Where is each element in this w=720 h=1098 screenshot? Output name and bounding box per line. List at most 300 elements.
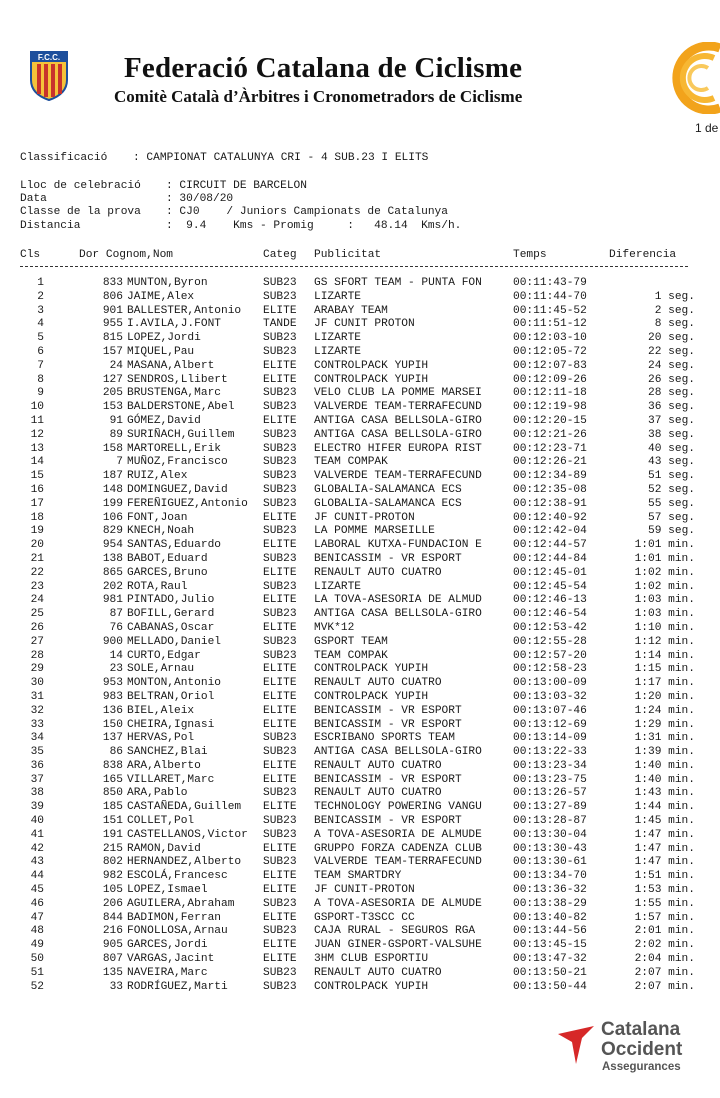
cell-name: BALDERSTONE,Abel — [127, 401, 235, 414]
cell-categ: SUB23 — [263, 980, 297, 993]
cell-cls: 44 — [30, 870, 44, 883]
cell-categ: SUB23 — [263, 897, 297, 910]
cell-temps: 00:12:40-92 — [513, 511, 587, 524]
cell-cls: 43 — [30, 856, 44, 869]
cell-categ: ELITE — [263, 594, 297, 607]
cell-name: BOFILL,Gerard — [127, 608, 215, 621]
cell-categ: SUB23 — [263, 497, 297, 510]
cell-dor: 14 — [109, 649, 123, 662]
cell-dor: 24 — [109, 359, 123, 372]
cell-dor: 955 — [102, 318, 123, 331]
cell-dor: 7 — [116, 456, 123, 469]
cell-dor: 136 — [102, 704, 123, 717]
table-row — [20, 360, 700, 374]
cell-categ: ELITE — [263, 373, 297, 386]
cell-diferencia: 1:31 min. — [634, 732, 695, 745]
cell-cls: 6 — [37, 345, 44, 358]
cell-cls: 20 — [30, 539, 44, 552]
cell-cls: 27 — [30, 635, 44, 648]
cell-diferencia: 1:40 min. — [634, 773, 695, 786]
cell-name: MUNTON,Byron — [127, 277, 208, 289]
cell-cls: 21 — [30, 552, 44, 565]
cell-categ: TANDE — [263, 318, 297, 331]
cell-temps: 00:12:05-72 — [513, 345, 587, 358]
cell-categ: SUB23 — [263, 552, 297, 565]
cell-publicitat: JF CUNIT-PROTON — [314, 511, 415, 524]
cell-cls: 42 — [30, 842, 44, 855]
table-row — [20, 870, 700, 884]
cell-diferencia: 1:14 min. — [634, 649, 695, 662]
cell-diferencia: 1:12 min. — [634, 635, 695, 648]
cell-publicitat: A TOVA-ASESORIA DE ALMUDE — [314, 828, 482, 841]
cell-name: SOLE,Arnau — [127, 663, 195, 676]
cell-dor: 138 — [102, 552, 123, 565]
results-table — [20, 277, 700, 994]
classification-value: : CAMPIONAT CATALUNYA CRI - 4 SUB.23 I ELITS — [133, 152, 429, 164]
cell-temps: 00:12:45-54 — [513, 580, 587, 593]
cell-diferencia: 1:47 min. — [634, 856, 695, 869]
cell-categ: ELITE — [263, 911, 297, 924]
cell-name: DOMINGUEZ,David — [127, 483, 228, 496]
cell-publicitat: ESCRIBANO SPORTS TEAM — [314, 732, 455, 745]
cell-name: ARA,Pablo — [127, 787, 188, 800]
cell-temps: 00:13:50-21 — [513, 966, 587, 979]
cell-publicitat: LA TOVA-ASESORIA DE ALMUD — [314, 594, 482, 607]
cell-categ: SUB23 — [263, 332, 297, 345]
cell-name: AGUILERA,Abraham — [127, 897, 235, 910]
cell-temps: 00:13:36-32 — [513, 884, 587, 897]
cell-temps: 00:12:45-01 — [513, 566, 587, 579]
orange-swirl-logo — [652, 42, 720, 114]
cell-name: MELLADO,Daniel — [127, 635, 221, 648]
cell-temps: 00:12:58-23 — [513, 663, 587, 676]
cell-categ: SUB23 — [263, 815, 297, 828]
cell-categ: SUB23 — [263, 635, 297, 648]
cell-categ: ELITE — [263, 704, 297, 717]
cell-categ: SUB23 — [263, 428, 297, 441]
cell-temps: 00:12:19-98 — [513, 401, 587, 414]
cell-name: KNECH,Noah — [127, 525, 195, 538]
cell-name: FONOLLOSA,Arnau — [127, 925, 228, 938]
cell-cls: 52 — [30, 980, 44, 993]
table-row — [20, 829, 700, 843]
cell-diferencia: 1:51 min. — [634, 870, 695, 883]
cell-dor: 807 — [102, 953, 123, 966]
table-row — [20, 525, 700, 539]
cell-temps: 00:11:43-79 — [513, 277, 587, 289]
cell-cls: 38 — [30, 787, 44, 800]
cell-diferencia: 43 seg. — [648, 456, 695, 469]
cell-diferencia: 24 seg. — [648, 359, 695, 372]
cell-temps: 00:13:00-09 — [513, 677, 587, 690]
cell-name: COLLET,Pol — [127, 815, 195, 828]
table-row — [20, 760, 700, 774]
committee-subtitle: Comitè Català d’Àrbitres i Cronometradors de Ciclisme — [114, 87, 523, 106]
sponsor-line-1: Catalana — [601, 1019, 681, 1040]
cell-dor: 87 — [109, 608, 123, 621]
cell-cls: 32 — [30, 704, 44, 717]
cell-publicitat: GSPORT TEAM — [314, 635, 388, 648]
table-row — [20, 277, 700, 291]
cell-dor: 199 — [102, 497, 123, 510]
cell-temps: 00:13:23-34 — [513, 759, 587, 772]
cell-cls: 37 — [30, 773, 44, 786]
cell-name: MARTORELL,Erik — [127, 442, 221, 455]
class-value: : CJ0 / Juniors Campionats de Catalunya — [166, 206, 448, 218]
cell-categ: SUB23 — [263, 401, 297, 414]
cell-diferencia: 1:10 min. — [634, 621, 695, 634]
cell-categ: SUB23 — [263, 442, 297, 455]
cell-diferencia: 2:07 min. — [634, 966, 695, 979]
header-publicitat: Publicitat — [314, 249, 382, 261]
date-label: Data — [20, 193, 47, 205]
cell-categ: ELITE — [263, 870, 297, 883]
table-row — [20, 498, 700, 512]
cell-publicitat: GLOBALIA-SALAMANCA ECS — [314, 497, 462, 510]
cell-name: MUÑOZ,Francisco — [127, 456, 228, 469]
cell-dor: 105 — [102, 884, 123, 897]
cell-cls: 29 — [30, 663, 44, 676]
cell-dor: 148 — [102, 483, 123, 496]
cell-dor: 127 — [102, 373, 123, 386]
cell-publicitat: ANTIGA CASA BELLSOLA-GIRO — [314, 746, 482, 759]
cell-dor: 191 — [102, 828, 123, 841]
cell-dor: 844 — [102, 911, 123, 924]
cell-publicitat: TEAM COMPAK — [314, 456, 388, 469]
cell-publicitat: CAJA RURAL - SEGUROS RGA — [314, 925, 476, 938]
cell-name: BELTRAN,Oriol — [127, 690, 215, 703]
cell-name: BRUSTENGA,Marc — [127, 387, 221, 400]
cell-temps: 00:13:23-75 — [513, 773, 587, 786]
cell-cls: 31 — [30, 690, 44, 703]
cell-publicitat: TEAM COMPAK — [314, 649, 388, 662]
table-row — [20, 705, 700, 719]
cell-diferencia: 1:15 min. — [634, 663, 695, 676]
cell-name: SENDROS,Llibert — [127, 373, 228, 386]
cell-dor: 86 — [109, 746, 123, 759]
class-line — [20, 206, 448, 220]
cell-name: GÓMEZ,David — [127, 414, 201, 427]
table-row — [20, 815, 700, 829]
cell-publicitat: ANTIGA CASA BELLSOLA-GIRO — [314, 414, 482, 427]
cell-cls: 9 — [37, 387, 44, 400]
cell-diferencia: 1:17 min. — [634, 677, 695, 690]
cell-cls: 30 — [30, 677, 44, 690]
cell-dor: 185 — [102, 801, 123, 814]
cell-temps: 00:13:03-32 — [513, 690, 587, 703]
table-row — [20, 925, 700, 939]
cell-publicitat: MVK*12 — [314, 621, 355, 634]
header-diferencia: Diferencia — [609, 249, 677, 261]
cell-publicitat: BENICASSIM - VR ESPORT — [314, 718, 462, 731]
cell-publicitat: GLOBALIA-SALAMANCA ECS — [314, 483, 462, 496]
cell-name: LOPEZ,Ismael — [127, 884, 208, 897]
cell-categ: SUB23 — [263, 649, 297, 662]
cell-temps: 00:12:46-13 — [513, 594, 587, 607]
cell-publicitat: RENAULT AUTO CUATRO — [314, 677, 442, 690]
cell-diferencia: 1:55 min. — [634, 897, 695, 910]
cell-diferencia: 40 seg. — [648, 442, 695, 455]
cell-temps: 00:13:47-32 — [513, 953, 587, 966]
cell-cls: 23 — [30, 580, 44, 593]
cell-temps: 00:13:50-44 — [513, 980, 587, 993]
cell-temps: 00:12:44-57 — [513, 539, 587, 552]
cell-cls: 7 — [37, 359, 44, 372]
cell-dor: 202 — [102, 580, 123, 593]
cell-name: MIQUEL,Pau — [127, 345, 195, 358]
cell-publicitat: RENAULT AUTO CUATRO — [314, 966, 442, 979]
cell-diferencia: 2 seg. — [654, 304, 695, 317]
table-row — [20, 663, 700, 677]
date-line — [20, 193, 233, 207]
cell-temps: 00:13:44-56 — [513, 925, 587, 938]
cell-publicitat: 3HM CLUB ESPORTIU — [314, 953, 429, 966]
cell-dor: 153 — [102, 401, 123, 414]
cell-dor: 215 — [102, 842, 123, 855]
cell-cls: 28 — [30, 649, 44, 662]
cell-diferencia: 1:47 min. — [634, 842, 695, 855]
cell-categ: ELITE — [263, 414, 297, 427]
cell-temps: 00:12:09-26 — [513, 373, 587, 386]
cell-publicitat: ANTIGA CASA BELLSOLA-GIRO — [314, 608, 482, 621]
cell-diferencia: 8 seg. — [654, 318, 695, 331]
cell-dor: 106 — [102, 511, 123, 524]
cell-diferencia: 1:40 min. — [634, 759, 695, 772]
cell-diferencia: 55 seg. — [648, 497, 695, 510]
cell-categ: ELITE — [263, 566, 297, 579]
cell-cls: 4 — [37, 318, 44, 331]
cell-publicitat: LIZARTE — [314, 290, 361, 303]
cell-publicitat: ARABAY TEAM — [314, 304, 388, 317]
cell-publicitat: BENICASSIM - VR ESPORT — [314, 815, 462, 828]
table-row — [20, 636, 700, 650]
federation-title: Federació Catalana de Ciclisme — [124, 52, 523, 84]
cell-dor: 833 — [102, 277, 123, 289]
cell-cls: 35 — [30, 746, 44, 759]
table-row — [20, 884, 700, 898]
cell-dor: 150 — [102, 718, 123, 731]
cell-name: HERVAS,Pol — [127, 732, 195, 745]
cell-diferencia: 52 seg. — [648, 483, 695, 496]
cell-publicitat: RENAULT AUTO CUATRO — [314, 566, 442, 579]
cell-diferencia: 37 seg. — [648, 414, 695, 427]
cell-categ: SUB23 — [263, 290, 297, 303]
table-row — [20, 787, 700, 801]
cell-categ: ELITE — [263, 953, 297, 966]
cell-temps: 00:11:45-52 — [513, 304, 587, 317]
cell-name: BABOT,Eduard — [127, 552, 208, 565]
sponsor-line-3: Assegurances — [602, 1061, 681, 1073]
cell-publicitat: GS SFORT TEAM - PUNTA FON — [314, 277, 482, 289]
cell-publicitat: ELECTRO HIFER EUROPA RIST — [314, 442, 482, 455]
table-row — [20, 415, 700, 429]
fcc-shield-logo — [28, 50, 70, 102]
cell-name: VILLARET,Marc — [127, 773, 215, 786]
cell-temps: 00:13:07-46 — [513, 704, 587, 717]
cell-name: FEREÑIGUEZ,Antonio — [127, 497, 248, 510]
cell-categ: SUB23 — [263, 828, 297, 841]
table-row — [20, 691, 700, 705]
table-row — [20, 967, 700, 981]
cell-publicitat: BENICASSIM - VR ESPORT — [314, 704, 462, 717]
cell-categ: ELITE — [263, 539, 297, 552]
cell-diferencia: 1:03 min. — [634, 608, 695, 621]
cell-name: GARCES,Bruno — [127, 566, 208, 579]
cell-temps: 00:13:45-15 — [513, 939, 587, 952]
cell-diferencia: 1:20 min. — [634, 690, 695, 703]
cell-cls: 10 — [30, 401, 44, 414]
cell-diferencia: 22 seg. — [648, 345, 695, 358]
cell-categ: ELITE — [263, 718, 297, 731]
venue-value: : CIRCUIT DE BARCELON — [166, 180, 307, 192]
cell-name: ROTA,Raul — [127, 580, 188, 593]
cell-name: CASTELLANOS,Victor — [127, 828, 248, 841]
cell-categ: SUB23 — [263, 966, 297, 979]
cell-dor: 216 — [102, 925, 123, 938]
cell-temps: 00:12:11-18 — [513, 387, 587, 400]
cell-dor: 905 — [102, 939, 123, 952]
cell-cls: 17 — [30, 497, 44, 510]
table-row — [20, 732, 700, 746]
cell-diferencia: 1:47 min. — [634, 828, 695, 841]
cell-cls: 26 — [30, 621, 44, 634]
cell-cls: 8 — [37, 373, 44, 386]
cell-cls: 18 — [30, 511, 44, 524]
cell-dor: 982 — [102, 870, 123, 883]
distance-value: : 9.4 Kms - Promig : 48.14 Kms/h. — [166, 220, 462, 232]
cell-name: SURIÑACH,Guillem — [127, 428, 235, 441]
cell-cls: 5 — [37, 332, 44, 345]
cell-diferencia: 59 seg. — [648, 525, 695, 538]
table-row — [20, 318, 700, 332]
cell-temps: 00:11:44-70 — [513, 290, 587, 303]
cell-diferencia: 2:07 min. — [634, 980, 695, 993]
cell-diferencia: 38 seg. — [648, 428, 695, 441]
cell-name: BIEL,Aleix — [127, 704, 195, 717]
cell-cls: 49 — [30, 939, 44, 952]
cell-categ: ELITE — [263, 884, 297, 897]
date-value: : 30/08/20 — [166, 193, 234, 205]
cell-publicitat: VALVERDE TEAM-TERRAFECUND — [314, 856, 482, 869]
table-row — [20, 470, 700, 484]
table-row — [20, 912, 700, 926]
table-row — [20, 305, 700, 319]
table-row — [20, 387, 700, 401]
cell-diferencia: 1:43 min. — [634, 787, 695, 800]
table-row — [20, 539, 700, 553]
cell-publicitat: JF CUNIT-PROTON — [314, 884, 415, 897]
cell-dor: 900 — [102, 635, 123, 648]
cell-diferencia: 1:53 min. — [634, 884, 695, 897]
cell-cls: 46 — [30, 897, 44, 910]
cell-publicitat: BENICASSIM - VR ESPORT — [314, 552, 462, 565]
table-row — [20, 953, 700, 967]
cell-cls: 14 — [30, 456, 44, 469]
cell-dor: 157 — [102, 345, 123, 358]
cell-temps: 00:13:38-29 — [513, 897, 587, 910]
cell-diferencia: 2:02 min. — [634, 939, 695, 952]
cell-publicitat: LABORAL KUTXA-FUNDACION E — [314, 539, 482, 552]
table-row — [20, 291, 700, 305]
cell-diferencia: 36 seg. — [648, 401, 695, 414]
cell-publicitat: CONTROLPACK YUPIH — [314, 373, 429, 386]
cell-temps: 00:13:22-33 — [513, 746, 587, 759]
cell-temps: 00:12:38-91 — [513, 497, 587, 510]
cell-dor: 806 — [102, 290, 123, 303]
table-row — [20, 512, 700, 526]
cell-name: PINTADO,Julio — [127, 594, 215, 607]
cell-categ: ELITE — [263, 939, 297, 952]
cell-categ: ELITE — [263, 801, 297, 814]
cell-publicitat: RENAULT AUTO CUATRO — [314, 759, 442, 772]
table-row — [20, 746, 700, 760]
table-row — [20, 594, 700, 608]
cell-cls: 11 — [30, 414, 44, 427]
cell-diferencia: 26 seg. — [648, 373, 695, 386]
cell-publicitat: BENICASSIM - VR ESPORT — [314, 773, 462, 786]
cell-diferencia: 1:01 min. — [634, 539, 695, 552]
classification-line — [20, 152, 428, 166]
cell-temps: 00:12:57-20 — [513, 649, 587, 662]
cell-diferencia: 1:29 min. — [634, 718, 695, 731]
cell-name: HERNANDEZ,Alberto — [127, 856, 242, 869]
table-row — [20, 443, 700, 457]
cell-dor: 954 — [102, 539, 123, 552]
cell-dor: 187 — [102, 470, 123, 483]
cell-publicitat: RENAULT AUTO CUATRO — [314, 787, 442, 800]
cell-categ: SUB23 — [263, 787, 297, 800]
cell-categ: SUB23 — [263, 525, 297, 538]
cell-cls: 3 — [37, 304, 44, 317]
table-row — [20, 484, 700, 498]
cell-name: SANTAS,Eduardo — [127, 539, 221, 552]
cell-name: JAIME,Alex — [127, 290, 195, 303]
cell-publicitat: VALVERDE TEAM-TERRAFECUND — [314, 401, 482, 414]
table-row — [20, 346, 700, 360]
cell-dor: 815 — [102, 332, 123, 345]
cell-diferencia: 1:03 min. — [634, 594, 695, 607]
cell-temps: 00:12:20-15 — [513, 414, 587, 427]
cell-publicitat: LIZARTE — [314, 332, 361, 345]
table-row — [20, 622, 700, 636]
cell-diferencia: 1 seg. — [654, 290, 695, 303]
cell-diferencia: 1:44 min. — [634, 801, 695, 814]
cell-categ: ELITE — [263, 663, 297, 676]
cell-categ: ELITE — [263, 304, 297, 317]
cell-temps: 00:13:40-82 — [513, 911, 587, 924]
cell-cls: 48 — [30, 925, 44, 938]
cell-name: CHEIRA,Ignasi — [127, 718, 215, 731]
cell-categ: ELITE — [263, 677, 297, 690]
cell-temps: 00:12:21-26 — [513, 428, 587, 441]
cell-cls: 34 — [30, 732, 44, 745]
logo-text: F.C.C. — [37, 53, 61, 62]
classification-label: Classificació — [20, 152, 108, 164]
header-dor-name: Dor Cognom,Nom — [79, 249, 173, 261]
cell-temps: 00:12:26-21 — [513, 456, 587, 469]
cell-temps: 00:12:55-28 — [513, 635, 587, 648]
cell-categ: ELITE — [263, 359, 297, 372]
distance-line — [20, 220, 461, 234]
cell-name: MASANA,Albert — [127, 359, 215, 372]
header-categ: Categ — [263, 249, 297, 261]
cell-name: BALLESTER,Antonio — [127, 304, 242, 317]
cell-dor: 850 — [102, 787, 123, 800]
cell-dor: 838 — [102, 759, 123, 772]
cell-publicitat: LIZARTE — [314, 580, 361, 593]
cell-temps: 00:13:34-70 — [513, 870, 587, 883]
cell-dor: 829 — [102, 525, 123, 538]
